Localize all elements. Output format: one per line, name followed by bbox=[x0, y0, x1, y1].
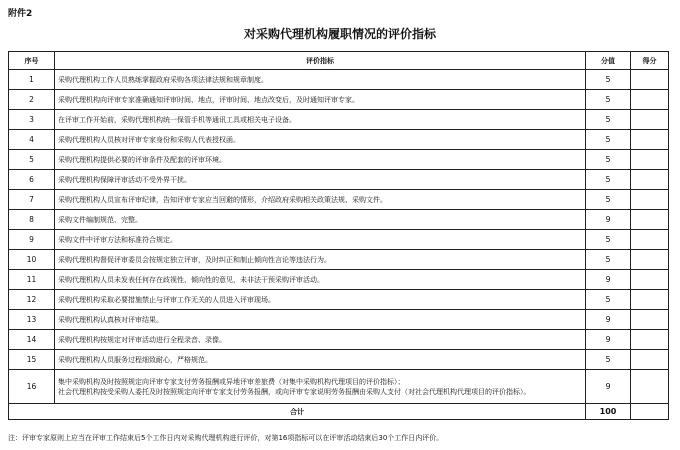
row-score: 5 bbox=[586, 70, 631, 90]
table-header-row bbox=[9, 52, 669, 70]
table-row bbox=[9, 210, 669, 230]
table-row bbox=[9, 150, 669, 170]
row-number: 15 bbox=[9, 350, 55, 370]
row-score: 5 bbox=[586, 170, 631, 190]
row-indicator: 采购代理机构保障评审活动不受外界干扰。 bbox=[55, 170, 586, 190]
row-score: 9 bbox=[586, 310, 631, 330]
row-number: 4 bbox=[9, 130, 55, 150]
row-indicator: 采购代理机构工作人员熟练掌握政府采购各项法律法规和规章制度。 bbox=[55, 70, 586, 90]
row-number: 2 bbox=[9, 90, 55, 110]
table-row bbox=[9, 350, 669, 370]
row-got-cell bbox=[631, 90, 669, 110]
row-score: 5 bbox=[586, 90, 631, 110]
table-row bbox=[9, 290, 669, 310]
table-row bbox=[9, 190, 669, 210]
header-indicator: 评价指标 bbox=[55, 52, 586, 70]
row-score: 5 bbox=[586, 290, 631, 310]
table-row bbox=[9, 250, 669, 270]
row-indicator: 在评审工作开始前，采购代理机构统一保管手机等通讯工具或相关电子设备。 bbox=[55, 110, 586, 130]
table-row bbox=[9, 90, 669, 110]
row-got-cell bbox=[631, 150, 669, 170]
row-score: 9 bbox=[586, 330, 631, 350]
row-indicator: 采购代理机构向评审专家准确通知评审时间、地点，评审时间、地点改变后，及时通知评审专家。 bbox=[55, 90, 586, 110]
row-number: 14 bbox=[9, 330, 55, 350]
table-row bbox=[9, 110, 669, 130]
table-row bbox=[9, 270, 669, 290]
row-score: 5 bbox=[586, 110, 631, 130]
total-row bbox=[9, 404, 669, 420]
table-row bbox=[9, 230, 669, 250]
row-number: 9 bbox=[9, 230, 55, 250]
row-score: 5 bbox=[586, 230, 631, 250]
table-row bbox=[9, 310, 669, 330]
row-indicator: 集中采购机构及时按照规定向评审专家支付劳务报酬或异地评审差旅费（对集中采购机构代理项目的评价指标）； 社会代理机构按受采购人委托及时按照规定向评审专家支付劳务报酬，或向评审专家说明劳务报酬由采购人支付（对社会代理机构代理项目的评价指标）。 bbox=[55, 370, 586, 404]
row-score: 5 bbox=[586, 150, 631, 170]
row-number: 13 bbox=[9, 310, 55, 330]
evaluation-table bbox=[8, 51, 669, 420]
row-got-cell bbox=[631, 370, 669, 404]
row-score: 5 bbox=[586, 350, 631, 370]
row-got-cell bbox=[631, 350, 669, 370]
row-got-cell bbox=[631, 190, 669, 210]
row-score: 5 bbox=[586, 190, 631, 210]
header-got: 得分 bbox=[631, 52, 669, 70]
row-indicator: 采购文件中评审方法和标准符合规定。 bbox=[55, 230, 586, 250]
row-score: 9 bbox=[586, 270, 631, 290]
row-number: 10 bbox=[9, 250, 55, 270]
row-score: 5 bbox=[586, 250, 631, 270]
row-got-cell bbox=[631, 310, 669, 330]
row-number: 5 bbox=[9, 150, 55, 170]
row-got-cell bbox=[631, 270, 669, 290]
footnote: 注：评审专家原则上应当在评审工作结束后5个工作日内对采购代理机构进行评价，对第16项指标可以在评审活动结束后30个工作日内评价。 bbox=[8, 434, 444, 442]
row-got-cell bbox=[631, 130, 669, 150]
row-got-cell bbox=[631, 210, 669, 230]
row-got-cell bbox=[631, 330, 669, 350]
table-row bbox=[9, 130, 669, 150]
header-no: 序号 bbox=[9, 52, 55, 70]
row-indicator: 采购文件编制规范、完整。 bbox=[55, 210, 586, 230]
row-indicator: 采购代理机构采取必要措施禁止与评审工作无关的人员进入评审现场。 bbox=[55, 290, 586, 310]
row-number: 12 bbox=[9, 290, 55, 310]
attachment-label: 附件2 bbox=[8, 9, 33, 19]
row-indicator: 采购代理机构督促评审委员会按规定独立评审，及时纠正和制止倾向性言论等违法行为。 bbox=[55, 250, 586, 270]
row-score: 9 bbox=[586, 370, 631, 404]
total-score: 100 bbox=[586, 404, 631, 420]
row-number: 1 bbox=[9, 70, 55, 90]
row-indicator: 采购代理机构人员宣布评审纪律，告知评审专家应当回避的情形，介绍政府采购相关政策法规、采购文件。 bbox=[55, 190, 586, 210]
row-score: 9 bbox=[586, 210, 631, 230]
header-score: 分值 bbox=[586, 52, 631, 70]
row-got-cell bbox=[631, 250, 669, 270]
row-score: 5 bbox=[586, 130, 631, 150]
row-got-cell bbox=[631, 110, 669, 130]
row-got-cell bbox=[631, 290, 669, 310]
table-row bbox=[9, 70, 669, 90]
table-row bbox=[9, 370, 669, 404]
row-number: 6 bbox=[9, 170, 55, 190]
row-got-cell bbox=[631, 70, 669, 90]
row-number: 11 bbox=[9, 270, 55, 290]
table-row bbox=[9, 330, 669, 350]
page-title: 对采购代理机构履职情况的评价指标 bbox=[243, 27, 436, 41]
row-indicator: 采购代理机构按规定对评审活动进行全程录音、录像。 bbox=[55, 330, 586, 350]
row-indicator: 采购代理机构认真核对评审结果。 bbox=[55, 310, 586, 330]
row-got-cell bbox=[631, 230, 669, 250]
row-number: 16 bbox=[9, 370, 55, 404]
row-indicator: 采购代理机构人员未发表任何存在歧视性、倾向性的意见，未非法干预采购评审活动。 bbox=[55, 270, 586, 290]
row-indicator: 采购代理机构人员服务过程细致耐心，严格规范。 bbox=[55, 350, 586, 370]
row-indicator: 采购代理机构提供必要的评审条件及配套的评审环境。 bbox=[55, 150, 586, 170]
table-row bbox=[9, 170, 669, 190]
row-number: 3 bbox=[9, 110, 55, 130]
row-number: 7 bbox=[9, 190, 55, 210]
total-label: 合计 bbox=[9, 404, 586, 420]
row-got-cell bbox=[631, 170, 669, 190]
row-indicator: 采购代理机构人员核对评审专家身份和采购人代表授权函。 bbox=[55, 130, 586, 150]
row-number: 8 bbox=[9, 210, 55, 230]
total-got-cell bbox=[631, 404, 669, 420]
